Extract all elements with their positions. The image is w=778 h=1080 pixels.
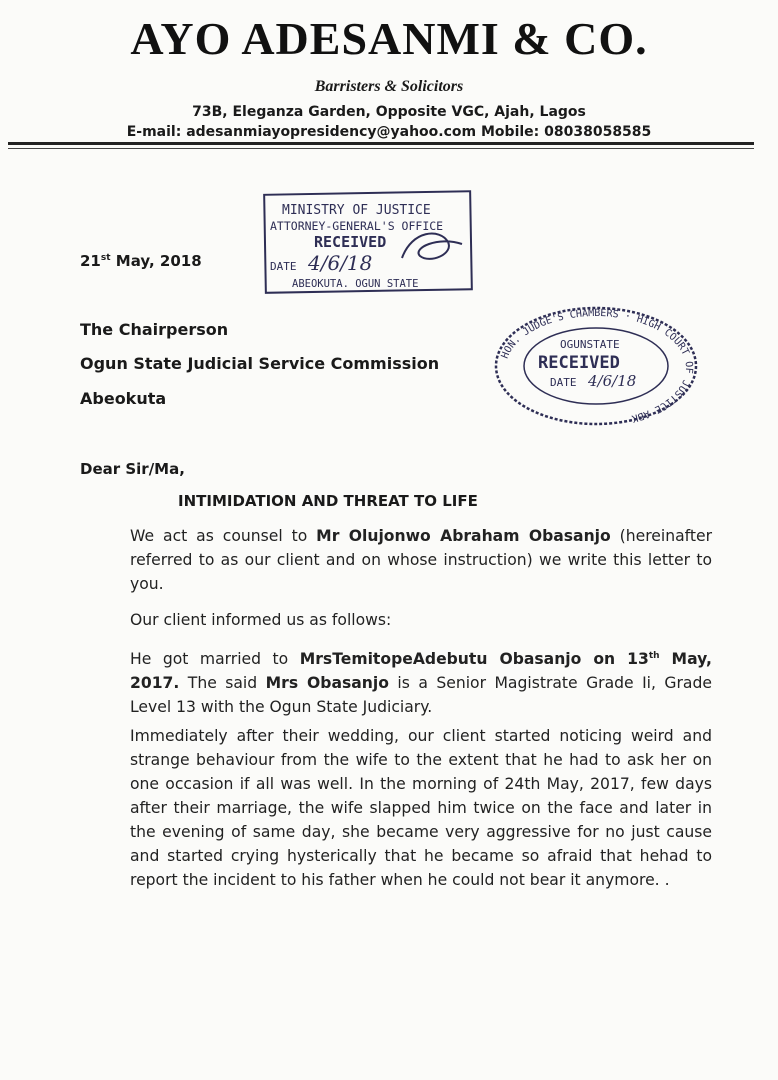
p1-text-c: (hereinafter referred to as our client and on whose instruction) we write this letter to you. xyxy=(130,527,712,593)
date-rest: May, 2018 xyxy=(110,252,202,270)
stamp-ministry-line: MINISTRY OF JUSTICE xyxy=(282,203,431,218)
p3-text-f: is a Senior Magistrate Grade Ii, Grade Level 13 with the Ogun State Judiciary. xyxy=(130,674,712,717)
ministry-received-stamp xyxy=(262,190,476,296)
firm-contact: E-mail: adesanmiayopresidency@yahoo.com Mobile: 08038058585 xyxy=(126,124,652,140)
salutation: Dear Sir/Ma, xyxy=(80,460,185,478)
p3-text-a: He got married to xyxy=(130,650,300,669)
stamp-signature xyxy=(402,234,462,259)
recipient-line-3: Abeokuta xyxy=(80,389,167,408)
p3-bold-b: MrsTemitopeAdebutu Obasanjo on 13 xyxy=(299,650,649,669)
p3-sup: th xyxy=(648,651,660,661)
date-day: 21 xyxy=(80,252,101,270)
paragraph-4: Immediately after their wedding, our client started noticing weird and strange behaviour from the wife to the extent that he had to ask her on one occasion if all was well. In the morning of 24th May, 2017, few days after their marriage, the wife slapped him twice on the face and later in the evening of same day, she became very aggressive for no just cause and started crying hysterically that he became so afraid that hehad to report the incident to his father when he could not bear it anymore. . xyxy=(130,727,712,889)
paragraph-3 xyxy=(130,644,712,719)
recipient-line-1: The Chairperson xyxy=(80,320,229,339)
paragraph-2: Our client informed us as follows: xyxy=(130,611,392,629)
firm-address: 73B, Eleganza Garden, Opposite VGC, Ajah, Lagos xyxy=(192,104,586,120)
p3-text-d: The said xyxy=(179,674,266,693)
p1-text-a: We act as counsel to xyxy=(130,527,317,545)
header-rule-thin xyxy=(8,148,754,149)
stamp-received-label: RECEIVED xyxy=(538,353,620,373)
stamp-state-line: OGUNSTATE xyxy=(560,338,620,351)
letter-date xyxy=(80,252,202,270)
stamp-ring-text: HON. JUDGE'S CHAMBERS · HIGH COURT OF JUSTICE ABK xyxy=(499,307,695,424)
firm-name: AYO ADESANMI & CO. xyxy=(130,13,648,64)
stamp-date-value: 4/6/18 xyxy=(308,251,373,275)
spouse-short-name: Mrs Obasanjo xyxy=(265,674,389,693)
stamp-date-label: DATE xyxy=(270,260,297,273)
recipient-line-2: Ogun State Judicial Service Commission xyxy=(80,354,440,373)
stamp-city-line: ABEOKUTA. OGUN STATE xyxy=(292,278,419,290)
stamp-office-line: ATTORNEY-GENERAL'S OFFICE xyxy=(270,219,444,233)
p3-bold-c: May, 2017. xyxy=(130,650,712,693)
client-name: Mr Olujonwo Abraham Obasanjo xyxy=(316,527,611,545)
firm-subtitle: Barristers & Solicitors xyxy=(314,78,464,95)
stamp-received-label: RECEIVED xyxy=(314,233,387,251)
header-rule xyxy=(8,142,754,145)
stamp-date-value: 4/6/18 xyxy=(588,372,637,390)
date-suffix: st xyxy=(100,253,111,263)
stamp-date-label: DATE xyxy=(550,376,577,389)
subject-line: INTIMIDATION AND THREAT TO LIFE xyxy=(178,492,478,510)
chambers-received-stamp xyxy=(488,298,704,428)
paragraph-1 xyxy=(130,524,712,596)
